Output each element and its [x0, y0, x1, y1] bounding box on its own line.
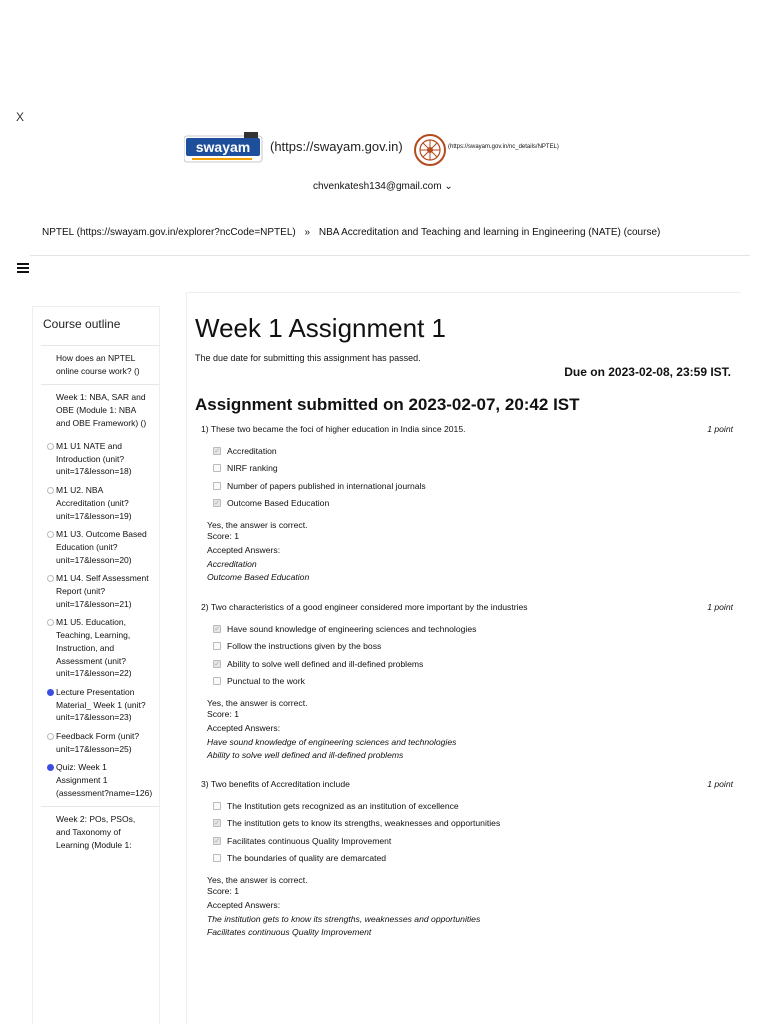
sidebar-week-1-link[interactable]: Week 1: NBA, SAR and OBE (Module 1: NBA and OBE Framework) (): [56, 392, 147, 428]
result-text: Yes, the answer is correct.: [207, 520, 308, 530]
result-text: Yes, the answer is correct.: [207, 875, 308, 885]
option-label: Have sound knowledge of engineering sciences and technologies: [227, 623, 477, 634]
status-circle-icon: [47, 531, 54, 538]
result-text: Yes, the answer is correct.: [207, 698, 308, 708]
accepted-answer: Accreditation: [207, 558, 257, 569]
breadcrumb-course-link[interactable]: NBA Accreditation and Teaching and learning in Engineering (NATE) (course): [318, 227, 661, 238]
option-label: The institution gets to know its strengths, weaknesses and opportunities: [227, 818, 501, 829]
accepted-answers-label: Accepted Answers:: [207, 545, 281, 555]
course-outline-sidebar: [32, 306, 160, 1024]
accepted-answers-label: Accepted Answers:: [207, 723, 281, 733]
answer-option[interactable]: [213, 495, 426, 513]
sidebar-lesson-label: M1 U5. Education, Teaching, Learning, Instruction, and Assessment (unit?unit=17&lesson=22): [56, 617, 132, 679]
answer-option[interactable]: [213, 850, 500, 868]
status-circle-icon: [47, 689, 54, 696]
answer-option[interactable]: [213, 638, 476, 656]
sidebar-lesson-label: M1 U4. Self Assessment Report (unit?unit=17&lesson=21): [56, 573, 149, 609]
question-block: [201, 602, 733, 772]
answer-feedback: [207, 519, 309, 584]
answer-option[interactable]: [213, 477, 426, 495]
divider: [30, 255, 750, 256]
sidebar-lesson-item[interactable]: [33, 726, 159, 757]
status-circle-icon: [47, 619, 54, 626]
sidebar-lesson-label: Lecture Presentation Material_ Week 1 (unit?unit=17&lesson=23): [56, 686, 146, 723]
accepted-answers-label: Accepted Answers:: [207, 900, 281, 910]
breadcrumb-separator: »: [304, 227, 311, 238]
status-circle-icon: [47, 764, 54, 771]
score-text: Score: 1: [207, 530, 240, 541]
status-circle-icon: [47, 733, 54, 740]
question-points: 1 point: [707, 779, 733, 789]
option-label: Follow the instructions given by the boss: [227, 641, 382, 652]
checkbox-checked-icon[interactable]: ✓: [214, 660, 220, 668]
status-circle-icon: [47, 487, 54, 494]
accepted-answer: The institution gets to know its strengths, weaknesses and opportunities: [207, 913, 481, 924]
question-text: 3) Two benefits of Accreditation include: [201, 779, 350, 789]
answer-feedback: [207, 874, 480, 939]
accepted-answer: Ability to solve well defined and ill-defined problems: [207, 750, 404, 760]
option-label: Number of papers published in international journals: [227, 480, 426, 491]
svg-text:swayam: swayam: [195, 139, 251, 155]
chevron-down-icon: ⌄: [444, 181, 453, 192]
checkbox-checked-icon[interactable]: ✓: [214, 625, 220, 633]
option-label: Ability to solve well defined and ill-defined problems: [227, 658, 424, 669]
sidebar-lesson-item[interactable]: [33, 568, 159, 612]
breadcrumb: [42, 227, 660, 238]
status-circle-icon: [47, 443, 54, 450]
question-block: [201, 779, 733, 949]
option-label: Facilitates continuous Quality Improvement: [227, 835, 392, 846]
answer-option[interactable]: [213, 673, 476, 691]
answer-option[interactable]: [213, 460, 426, 478]
page-title: Week 1 Assignment 1: [195, 313, 446, 343]
user-menu[interactable]: [313, 181, 453, 192]
swayam-link[interactable]: (https://swayam.gov.in): [270, 139, 403, 154]
sidebar-title: Course outline: [43, 317, 121, 331]
accepted-answer: Facilitates continuous Quality Improvement: [207, 927, 372, 937]
options-list: [213, 620, 476, 690]
answer-feedback: [207, 697, 456, 762]
answer-option[interactable]: [213, 815, 500, 833]
sidebar-lesson-item[interactable]: [33, 757, 159, 805]
checkbox-icon[interactable]: [213, 802, 221, 810]
answer-option[interactable]: [213, 442, 426, 460]
breadcrumb-root-link[interactable]: NPTEL (https://swayam.gov.in/explorer?ncCode=NPTEL): [42, 227, 296, 238]
sidebar-lesson-label: Quiz: Week 1 Assignment 1 (assessment?name=126): [56, 762, 153, 798]
sidebar-lesson-item[interactable]: [33, 612, 159, 682]
swayam-logo[interactable]: [184, 130, 268, 170]
question-text: 1) These two became the foci of higher education in India since 2015.: [201, 424, 466, 434]
hamburger-menu-icon[interactable]: [17, 261, 29, 275]
sidebar-lesson-item[interactable]: [33, 436, 159, 480]
checkbox-checked-icon[interactable]: ✓: [214, 500, 220, 508]
question-points: 1 point: [707, 602, 733, 612]
close-button[interactable]: X: [16, 110, 25, 124]
checkbox-icon[interactable]: [213, 677, 221, 685]
checkbox-checked-icon[interactable]: ✓: [214, 837, 220, 845]
due-date: Due on 2023-02-08, 23:59 IST.: [564, 365, 731, 379]
sidebar-lesson-label: M1 U1 NATE and Introduction (unit?unit=17&lesson=18): [56, 441, 132, 477]
sidebar-lesson-label: Feedback Form (unit?unit=17&lesson=25): [56, 731, 140, 754]
score-text: Score: 1: [207, 708, 240, 719]
question-block: [201, 424, 733, 594]
sidebar-lesson-label: M1 U2. NBA Accreditation (unit?unit=17&lesson=19): [56, 485, 132, 521]
header-logos: [180, 130, 640, 170]
question-points: 1 point: [707, 424, 733, 434]
option-label: The boundaries of quality are demarcated: [227, 853, 387, 864]
checkbox-icon[interactable]: [213, 642, 221, 650]
nptel-link[interactable]: (https://swayam.gov.in/nc_details/NPTEL): [448, 144, 559, 150]
sidebar-week-2-link[interactable]: Week 2: POs, PSOs, and Taxonomy of Learning (Module 1:: [56, 813, 136, 850]
checkbox-checked-icon[interactable]: ✓: [214, 820, 220, 828]
sidebar-lesson-item[interactable]: [33, 480, 159, 524]
score-text: Score: 1: [207, 885, 240, 896]
due-note: The due date for submitting this assignment has passed.: [195, 353, 421, 363]
option-label: Punctual to the work: [227, 676, 305, 687]
user-email: chvenkatesh134@gmail.com: [313, 181, 442, 192]
sidebar-lesson-label: M1 U3. Outcome Based Education (unit?unit=17&lesson=20): [56, 529, 147, 565]
option-label: Accreditation: [227, 445, 277, 456]
question-text: 2) Two characteristics of a good engineer considered more important by the industries: [201, 602, 528, 612]
options-list: [213, 797, 500, 867]
checkbox-icon[interactable]: [213, 464, 221, 472]
answer-option[interactable]: [213, 797, 500, 815]
answer-option[interactable]: [213, 832, 500, 850]
option-label: NIRF ranking: [227, 463, 278, 474]
answer-option[interactable]: [213, 655, 476, 673]
option-label: Outcome Based Education: [227, 498, 330, 509]
sidebar-intro-link[interactable]: How does an NPTEL online course work? (): [56, 353, 140, 376]
checkbox-icon[interactable]: [213, 482, 221, 490]
answer-option[interactable]: [213, 620, 476, 638]
assignment-panel: [186, 292, 741, 1024]
option-label: The Institution gets recognized as an institution of excellence: [227, 800, 459, 811]
checkbox-checked-icon[interactable]: ✓: [214, 447, 220, 455]
submission-status: Assignment submitted on 2023-02-07, 20:42 IST: [195, 395, 580, 414]
options-list: [213, 442, 426, 512]
status-circle-icon: [47, 575, 54, 582]
sidebar-lesson-item[interactable]: [33, 524, 159, 568]
nptel-logo[interactable]: [414, 134, 446, 166]
accepted-answer: Have sound knowledge of engineering sciences and technologies: [207, 736, 457, 747]
sidebar-lesson-item[interactable]: [33, 682, 159, 726]
checkbox-icon[interactable]: [213, 854, 221, 862]
accepted-answer: Outcome Based Education: [207, 572, 310, 582]
